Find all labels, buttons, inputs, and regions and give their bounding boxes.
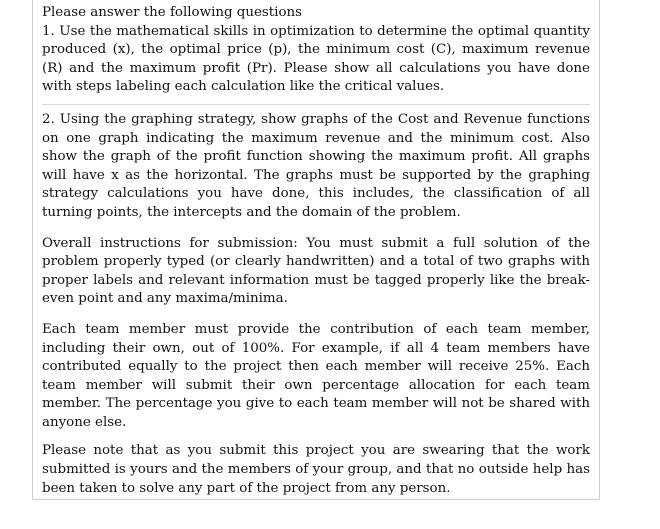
paragraph-spacer <box>42 223 590 235</box>
document-heading: Please answer the following questions <box>42 5 303 20</box>
document-body <box>42 4 590 498</box>
question-2-number: 2. <box>42 111 55 127</box>
paragraph-spacer <box>42 432 590 442</box>
contribution-instructions: Each team member must provide the contribution of each team member, including their own, out of 100%. For example, if all 4 team members have contributed equally to the project then each member will receive 25%. Each team member will submit their own percentage allocation for each team member. The percentage you give to each team member will not be shared with anyone else. <box>42 321 590 430</box>
question-1 <box>42 23 590 97</box>
question-1-number: 1. <box>42 23 55 39</box>
question-1-text: Use the mathematical skills in optimization to determine the optimal quantity produced (x), the optimal price (p), the minimum cost (C), maximum revenue (R) and the maximum profit (Pr). Please show all calculations you have done with steps labeling each calculation like the critical values. <box>42 23 590 95</box>
question-2 <box>42 111 590 223</box>
section-divider <box>42 104 590 105</box>
paragraph-spacer <box>42 309 590 321</box>
question-2-text: Using the graphing strategy, show graphs of the Cost and Revenue functions on one graph indicating the maximum revenue and the minimum cost. Also show the graph of the profit function showing the maximum profit. All graphs will have x as the horizontal. The graphs must be supported by the graphing strategy calculations you have done, this includes, the classification of all turning points, the intercepts and the domain of the problem. <box>42 111 590 220</box>
honesty-note: Please note that as you submit this project you are swearing that the work submitted is yours and the members of your group, and that no outside help has been taken to solve any part of the project from any person. <box>42 443 590 496</box>
submission-instructions: Overall instructions for submission: You must submit a full solution of the problem properly typed (or clearly handwritten) and a total of two graphs with proper labels and relevant information must be tagged properly like the break-even point and any maxima/minima. <box>42 235 590 307</box>
